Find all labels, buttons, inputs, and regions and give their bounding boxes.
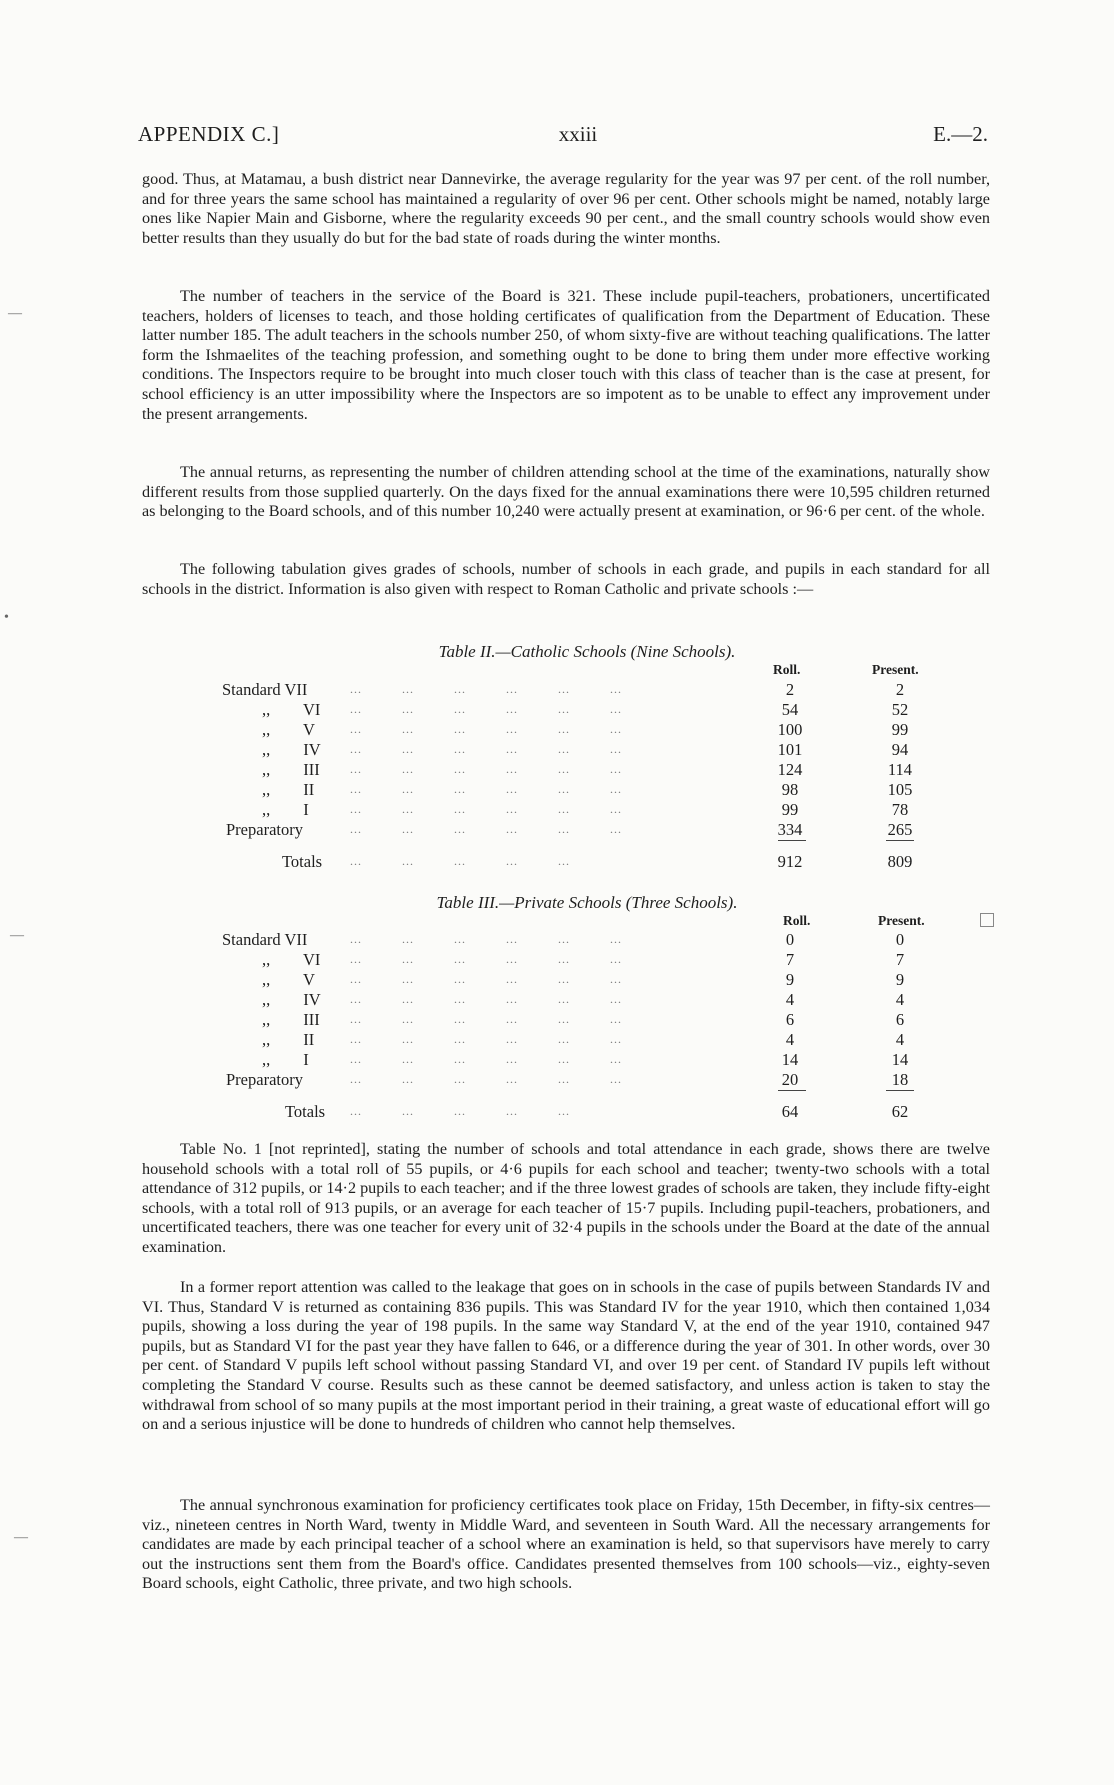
table-row	[0, 930, 1114, 950]
row-label: ,, III	[262, 1010, 320, 1029]
table-row	[0, 720, 1114, 740]
paragraph-tabulation: The following tabulation gives grades of schools, number of schools in each grade, and pupils in each standard for all schools in the district. Information is also given with respect to Roman Catholic and private schools :—	[142, 560, 990, 598]
row-label: ,, IV	[262, 740, 321, 759]
table-private-title: Table III.—Private Schools (Three Schools).	[436, 893, 738, 912]
row-label: Standard VII	[222, 930, 308, 949]
row-present: 6	[895, 1010, 905, 1029]
table-private-roll-header: Roll.	[783, 913, 811, 928]
leader-dots: ... ... ... ... ... ...	[350, 742, 622, 756]
leader-dots: ... ... ... ... ... ...	[350, 802, 622, 816]
row-roll: 2	[785, 680, 795, 699]
row-roll: 54	[781, 700, 799, 719]
leader-dots: ... ... ... ... ... ...	[350, 1032, 622, 1046]
row-label: ,, II	[262, 780, 315, 799]
leader-dots: ... ... ... ... ...	[350, 854, 570, 868]
row-present: 9	[895, 970, 905, 989]
table-row	[0, 780, 1114, 800]
row-roll: 4	[785, 990, 795, 1009]
row-present: 78	[891, 800, 909, 819]
row-roll: 100	[777, 720, 803, 739]
leader-dots: ... ... ... ... ... ...	[350, 932, 622, 946]
row-roll: 334	[777, 820, 803, 839]
totals-roll: 912	[777, 852, 803, 871]
total-rule	[886, 1090, 914, 1091]
row-label: ,, II	[262, 1030, 315, 1049]
table-row	[0, 760, 1114, 780]
totals-present: 809	[887, 852, 913, 871]
leader-dots: ... ... ... ... ... ...	[350, 702, 622, 716]
row-present: 7	[895, 950, 905, 969]
table-row	[0, 970, 1114, 990]
row-present: 4	[895, 1030, 905, 1049]
row-roll: 14	[781, 1050, 799, 1069]
row-label: Preparatory	[226, 820, 303, 839]
leader-dots: ... ... ... ... ... ...	[350, 722, 622, 736]
table-row	[0, 950, 1114, 970]
table-catholic-roll-header: Roll.	[773, 662, 801, 677]
row-roll: 99	[781, 800, 799, 819]
row-roll: 101	[777, 740, 803, 759]
margin-mark: —	[14, 1530, 28, 1545]
paragraph-annual-returns: The annual returns, as representing the number of children attending school at the time of the examinations, naturally show different results from those supplied quarterly. On the days fixed for the annual examinations there were 10,595 children returned as belonging to the Board schools, and of this number 10,240 were actually present at examination, or 96·6 per cent. of the whole.	[142, 463, 990, 521]
leader-dots: ... ... ... ... ... ...	[350, 782, 622, 796]
table-row	[0, 990, 1114, 1010]
leader-dots: ... ... ... ... ... ...	[350, 1012, 622, 1026]
totals-label: Totals	[285, 1102, 326, 1121]
row-present: 99	[891, 720, 909, 739]
margin-mark: •	[4, 610, 9, 625]
row-label: ,, V	[262, 970, 315, 989]
row-roll: 7	[785, 950, 795, 969]
totals-present: 62	[891, 1102, 909, 1121]
row-present: 114	[887, 760, 913, 779]
row-label: ,, V	[262, 720, 315, 739]
row-roll: 0	[785, 930, 795, 949]
row-roll: 4	[785, 1030, 795, 1049]
margin-mark: —	[8, 306, 22, 321]
table-catholic-totals-row	[0, 852, 1114, 872]
leader-dots: ... ... ... ... ... ...	[350, 682, 622, 696]
row-roll: 9	[785, 970, 795, 989]
leader-dots: ... ... ... ... ... ...	[350, 972, 622, 986]
leader-dots: ... ... ... ... ... ...	[350, 762, 622, 776]
row-present: 265	[887, 820, 913, 839]
table-row	[0, 700, 1114, 720]
table-catholic-title: Table II.—Catholic Schools (Nine Schools).	[438, 642, 736, 661]
row-present: 4	[895, 990, 905, 1009]
row-roll: 124	[777, 760, 803, 779]
table-row	[0, 820, 1114, 840]
table-row	[0, 740, 1114, 760]
stamp-icon	[980, 913, 994, 927]
page-header	[138, 122, 988, 152]
leader-dots: ... ... ... ... ... ...	[350, 1052, 622, 1066]
paragraph-regularity: good. Thus, at Matamau, a bush district near Dannevirke, the average regularity for the year was 97 per cent. of the roll number, and for three years the same school has maintained a regularity of over 96 per cent. Other schools might be named, notably large ones like Napier Main and Gisborne, where the regularity exceeds 90 per cent., and the small country schools would show even better results than they usually do but for the bad state of roads during the winter months.	[142, 170, 990, 247]
row-label: Standard VII	[222, 680, 308, 699]
row-present: 94	[891, 740, 909, 759]
table-private-totals-row	[0, 1102, 1114, 1122]
row-roll: 98	[781, 780, 799, 799]
row-present: 14	[891, 1050, 909, 1069]
leader-dots: ... ... ... ... ... ...	[350, 822, 622, 836]
margin-mark: —	[10, 928, 24, 943]
row-label: ,, VI	[262, 950, 321, 969]
table-row	[0, 1030, 1114, 1050]
header-page-number: xxiii	[558, 122, 598, 146]
row-present: 2	[895, 680, 905, 699]
leader-dots: ... ... ... ... ...	[350, 1104, 570, 1118]
table-row	[0, 680, 1114, 700]
row-roll: 20	[781, 1070, 799, 1089]
header-document-code: E.—2.	[933, 122, 988, 146]
row-label: ,, I	[262, 1050, 309, 1069]
row-label: ,, IV	[262, 990, 321, 1009]
table-row	[0, 1050, 1114, 1070]
row-label: Preparatory	[226, 1070, 303, 1089]
row-label: ,, I	[262, 800, 309, 819]
table-row	[0, 1070, 1114, 1090]
leader-dots: ... ... ... ... ... ...	[350, 1072, 622, 1086]
leader-dots: ... ... ... ... ... ...	[350, 952, 622, 966]
header-appendix: APPENDIX C.]	[138, 122, 280, 146]
total-rule	[778, 1090, 806, 1091]
table-row	[0, 1010, 1114, 1030]
table-catholic-present-header: Present.	[872, 662, 919, 677]
total-rule	[886, 840, 914, 841]
row-present: 18	[891, 1070, 909, 1089]
leader-dots: ... ... ... ... ... ...	[350, 992, 622, 1006]
table-row	[0, 800, 1114, 820]
row-label: ,, VI	[262, 700, 321, 719]
totals-label: Totals	[282, 852, 323, 871]
totals-roll: 64	[781, 1102, 799, 1121]
total-rule	[778, 840, 806, 841]
row-present: 52	[891, 700, 909, 719]
row-label: ,, III	[262, 760, 320, 779]
row-present: 0	[895, 930, 905, 949]
paragraph-leakage: In a former report attention was called to the leakage that goes on in schools in the case of pupils between Standards IV and VI. Thus, Standard V is returned as containing 836 pupils. This was Standard IV for the year 1910, which then contained 1,034 pupils, showing a loss during the year of 198 pupils. In the same way Standard V, at the end of the year 1910, contained 947 pupils, but as Standard VI for the past year they have fallen to 646, or a difference during the year of 301. In other words, over 30 per cent. of Standard V pupils left school without passing Standard VI, and over 19 per cent. of Standard IV pupils left without completing the Standard V course. Results such as these cannot be deemed satisfactory, and unless action is taken to stay the withdrawal from school of so many pupils at the most important period in their training, a great waste of educational effort will go on and a serious injustice will be done to hundreds of children who cannot help themselves.	[142, 1278, 990, 1434]
table-private-present-header: Present.	[878, 913, 925, 928]
paragraph-table-one: Table No. 1 [not reprinted], stating the number of schools and total attendance in each grade, shows there are twelve household schools with a total roll of 55 pupils, or 4·6 pupils for each school and teacher; twenty-two schools with a total attendance of 312 pupils, or 14·2 pupils to each teacher; and if the three lowest grades of schools are taken, they include fifty-eight schools, with a total roll of 913 pupils, or an average for each teacher of 15·7 pupils. Including pupil-teachers, probationers, and uncertificated teachers, there was one teacher for every unit of 32·4 pupils in the schools under the Board at the date of the annual examination.	[142, 1140, 990, 1256]
paragraph-teachers: The number of teachers in the service of the Board is 321. These include pupil-teachers, probationers, uncertificated teachers, holders of licenses to teach, and those holding certificates of qualification from the Department of Education. These latter number 185. The adult teachers in the schools number 250, of whom sixty-five are without teaching qualifications. The latter form the Ishmaelites of the teaching profession, and something ought to be done to bring them under more effective working conditions. The Inspectors require to be brought into much closer touch with this class of teacher than is the case at present, for school efficiency is an utter impossibility where the Inspectors are so impotent as to be unable to effect any improvement under the present arrangements.	[142, 287, 990, 423]
paragraph-proficiency: The annual synchronous examination for proficiency certificates took place on Friday, 15th December, in fifty-six centres—viz., nineteen centres in North Ward, twenty in Middle Ward, and seventeen in South Ward. All the necessary arrangements for candidates are made by each principal teacher of a school where an examination is held, so that supervisors have merely to carry out the instructions sent them from the Board's office. Candidates presented themselves from 100 schools—viz., eighty-seven Board schools, eight Catholic, three private, and two high schools.	[142, 1496, 990, 1593]
row-present: 105	[887, 780, 913, 799]
row-roll: 6	[785, 1010, 795, 1029]
